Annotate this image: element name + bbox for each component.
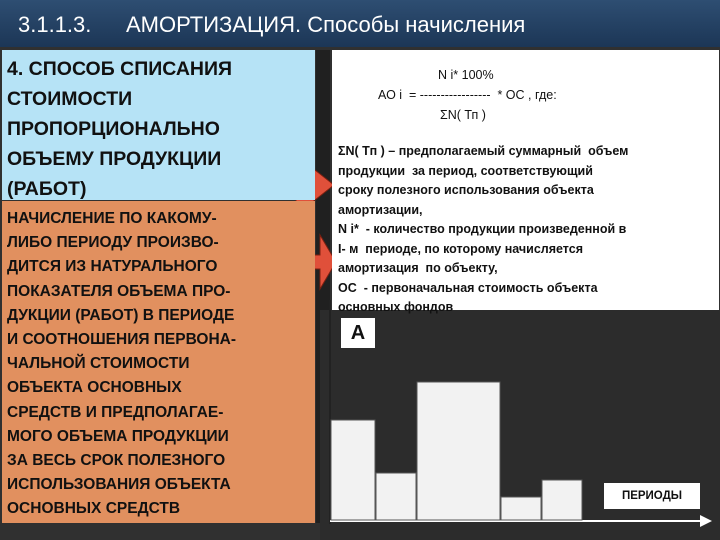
method-heading-text: 4. СПОСОБ СПИСАНИЯ СТОИМОСТИ ПРОПОРЦИОНАЛЬНО ОБЪЕМУ ПРОДУКЦИИ (РАБОТ): [7, 58, 233, 200]
title-bar: [0, 0, 720, 47]
chart-bar-5: [542, 480, 582, 520]
page-title: АМОРТИЗАЦИЯ. Способы начисления: [126, 12, 526, 37]
method-description-text: НАЧИСЛЕНИЕ ПО КАКОМУ- ЛИБО ПЕРИОДУ ПРОИЗВО- ДИТСЯ ИЗ НАТУРАЛЬНОГО ПОКАЗАТЕЛЯ ОБЪЕМА ПРО- ДУКЦИИ (РАБОТ) В ПЕРИОДЕ И СООТНОШЕНИЯ ПЕРВОНА- ЧАЛЬНОЙ СТОИМОСТИ ОБЪЕКТА ОСНОВНЫХ СРЕДСТВ И ПРЕДПОЛАГАЕ- МОГО ОБЪЕМА ПРОДУКЦИИ ЗА ВЕСЬ СРОК ПОЛЕЗНОГО ИСПОЛЬЗОВАНИЯ ОБЪЕКТА ОСНОВНЫХ СРЕДСТВ: [7, 210, 237, 518]
method-heading-box: [2, 50, 315, 200]
chart-bar-4: [501, 497, 541, 520]
formula-main: АО i = ----------------- * ОС , где:: [378, 88, 557, 102]
section-number: 3.1.1.3.: [18, 12, 92, 37]
chart-bar-3: [417, 382, 500, 520]
formula-denominator: ΣN( Тп ): [440, 108, 486, 122]
chart-x-label: ПЕРИОДЫ: [604, 483, 700, 509]
chart-bar-2: [376, 473, 416, 520]
formula-legend: ΣN( Тп ) – предполагаемый суммарный объем продукции за период, соответствующий сроку полезного использования объекта амортизации, N i* - количество продукции произведенной в I- м периоде, по которому начисляется амортизация по объекту, ОС - первоначальная стоимость объекта основных фондов: [338, 144, 629, 314]
method-description-box: [2, 201, 315, 523]
chart-bar-1: [331, 420, 375, 520]
formula-numerator: N i* 100%: [438, 68, 494, 82]
chart-axis-label: А: [341, 318, 375, 348]
